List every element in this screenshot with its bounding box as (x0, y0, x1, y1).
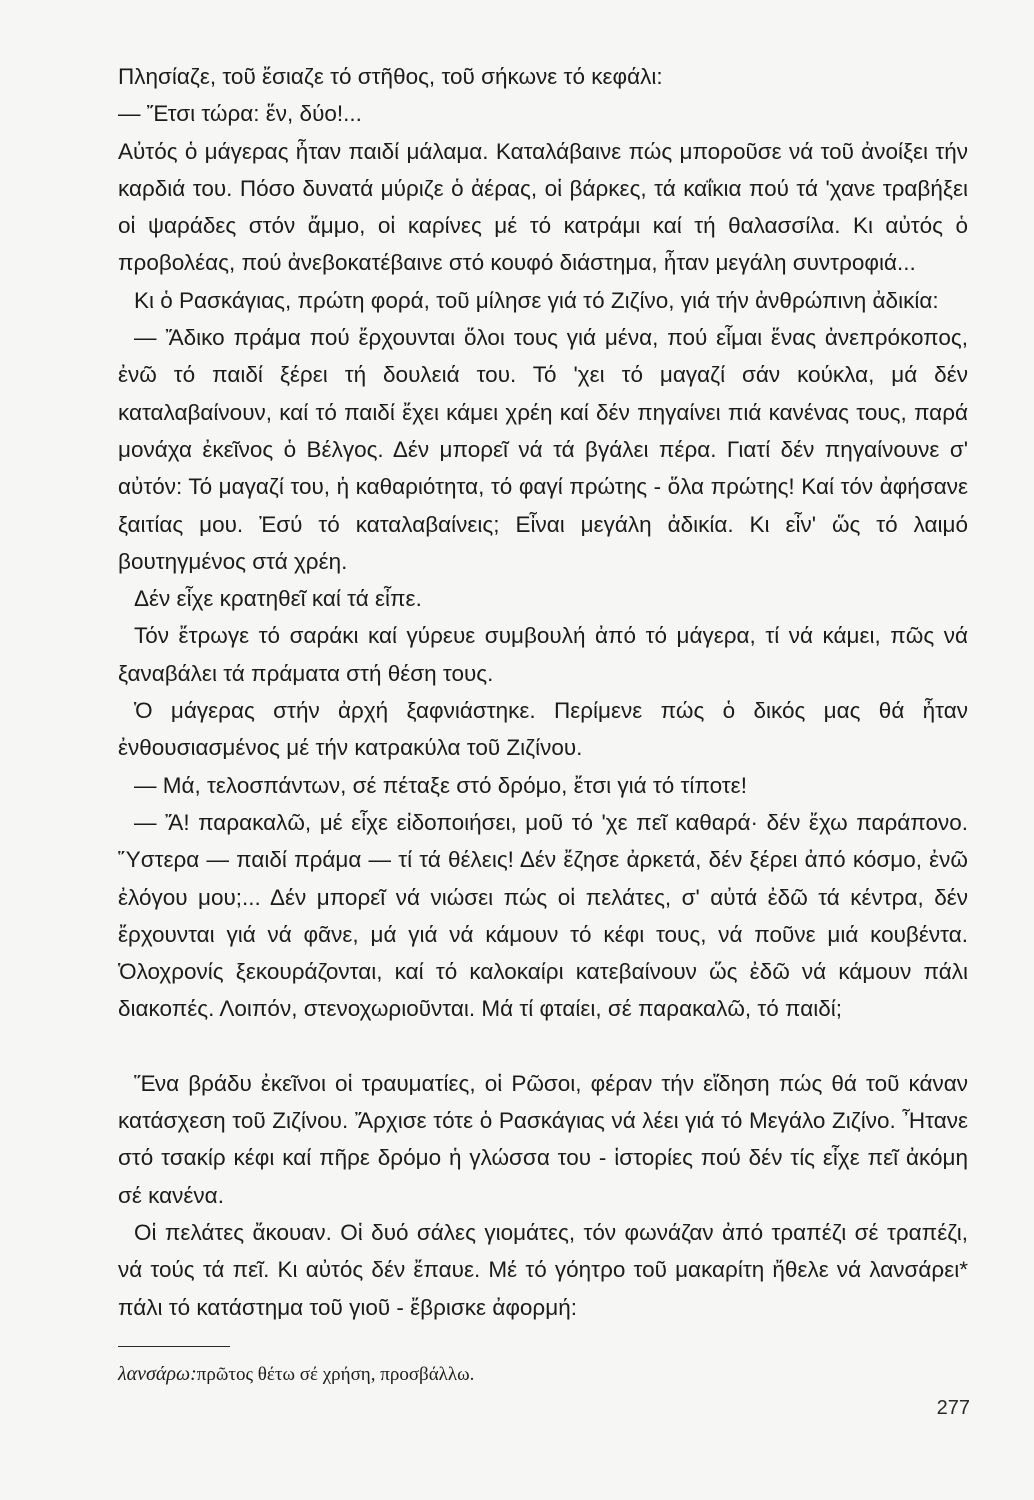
paragraph-8: Ὁ μάγερας στήν ἀρχή ξαφνιάστηκε. Περίμενε πώς ὁ δικός μας θά ἦταν ἐνθουσιασμένος μέ τήν κατρακύλα τοῦ Ζιζίνου. (118, 698, 968, 761)
footnote-definition: πρῶτος θέτω σέ χρήση, προσβάλλω. (196, 1364, 475, 1385)
footnote (118, 1362, 474, 1387)
section-break (118, 1028, 968, 1065)
paragraph-6: Δέν εἶχε κρατηθεῖ καί τά εἶπε. (134, 586, 422, 612)
paragraph-10: — Ἄ! παρακαλῶ, μέ εἶχε εἰδοποιήσει, μοῦ τό 'χε πεῖ καθαρά· δέν ἔχω παράπονο. Ὕστερα — παιδί πράμα — τί τά θέλεις! Δέν ἔζησε ἀρκετά, δέν ξέρει ἀπό κόσμο, ἐνῶ ἐλόγου μου;... Δέν μπορεῖ νά νιώσει πώς οἱ πελάτες, σ' αὐτά ἐδῶ τά κέντρα, δέν ἔρχουνται γιά νά φᾶνε, μά γιά νά κάμουν τό κέφι τους, νά ποῦνε μιά κουβέντα. Ὁλοχρονίς ξεκουράζονται, καί τό καλοκαίρι κατεβαίνουν ὥς ἐδῶ νά κάμουν πάλι διακοπές. Λοιπόν, στενοχωριοῦνται. Μά τί φταίει, σέ παρακαλῶ, τό παιδί; (118, 809, 968, 1022)
paragraph-9: — Μά, τελοσπάντων, σέ πέταξε στό δρόμο, ἔτσι γιά τό τίποτε! (134, 772, 747, 798)
paragraph-3: Αὐτός ὁ μάγερας ἦταν παιδί μάλαμα. Καταλάβαινε πώς μποροῦσε νά τοῦ ἀνοίξει τήν καρδιά του. Πόσο δυνατά μύριζε ὁ ἀέρας, οἱ βάρκες, τά καΐκια πού τά 'χανε τραβήξει οἱ ψαράδες στόν ἄμμο, οἱ καρίνες μέ τό κατράμι καί τή θαλασσίλα. Κι αὐτός ὁ προβολέας, πού ἀνεβοκατέβαινε στό κουφό διάστημα, ἦταν μεγάλη συντροφιά... (118, 138, 968, 276)
footnote-divider (118, 1346, 230, 1347)
paragraph-11: Ἕνα βράδυ ἐκεῖνοι οἱ τραυματίες, οἱ Ρῶσοι, φέραν τήν εἴδηση πώς θά τοῦ κάναν κατάσχεση τοῦ Ζιζίνου. Ἄρχισε τότε ὁ Ρασκάγιας νά λέει γιά τό Μεγάλο Ζιζίνο. Ἦτανε στό τσακίρ κέφι καί πῆρε δρόμο ἡ γλώσσα του - ἱστορίες πού δέν τίς εἶχε πεῖ ἀκόμη σέ κανένα. (118, 1070, 968, 1208)
paragraph-7: Τόν ἔτρωγε τό σαράκι καί γύρευε συμβουλή ἀπό τό μάγερα, τί νά κάμει, πῶς νά ξαναβάλει τά πράματα στή θέση τους. (118, 623, 968, 686)
page-number: 277 (936, 1397, 970, 1419)
footnote-term: λανσάρω: (118, 1363, 197, 1385)
paragraph-12: Οἱ πελάτες ἄκουαν. Οἱ δυό σάλες γιομάτες, τόν φωνάζαν ἀπό τραπέζι σέ τραπέζι, νά τούς τά πεῖ. Κι αὐτός δέν ἔπαυε. Μέ τό γόητρο τοῦ μακαρίτη ἤθελε νά λανσάρει* πάλι τό κατάστημα τοῦ γιοῦ - ἔβρισκε ἀφορμή: (118, 1219, 968, 1320)
paragraph-5: — Ἄδικο πράμα πού ἔρχουνται ὅλοι τους γιά μένα, πού εἶμαι ἕνας ἀνεπρόκοπος, ἐνῶ τό παιδί ξέρει τή δουλειά του. Τό 'χει τό μαγαζί σάν κούκλα, μά δέν καταλαβαίνουν, καί τό παιδί ἔχει κάμει χρέη καί δέν πηγαίνει πιά κανένας τους, παρά μονάχα ἐκεῖνος ὁ Βέλγος. Δέν μπορεῖ νά τά βγάλει πέρα. Γιατί δέν πηγαίνουνε σ' αὐτόν: Τό μαγαζί του, ἡ καθαριότητα, τό φαγί πρώτης - ὅλα πρώτης! Καί τόν ἀφήσανε ξαιτίας μου. Ἐσύ τό καταλαβαίνεις; Εἶναι μεγάλη ἀδικία. Κι εἶν' ὥς τό λαιμό βουτηγμένος στά χρέη. (118, 325, 968, 574)
paragraph-1: Πλησίαζε, τοῦ ἔσιαζε τό στῆθος, τοῦ σήκωνε τό κεφάλι: (118, 64, 663, 89)
paragraph-4: Κι ὁ Ρασκάγιας, πρώτη φορά, τοῦ μίλησε γιά τό Ζιζίνο, γιά τήν ἀνθρώπινη ἀδικία: (134, 287, 939, 313)
page-body (118, 58, 968, 1326)
paragraph-2: — Ἔτσι τώρα: ἕν, δύο!... (118, 101, 362, 127)
